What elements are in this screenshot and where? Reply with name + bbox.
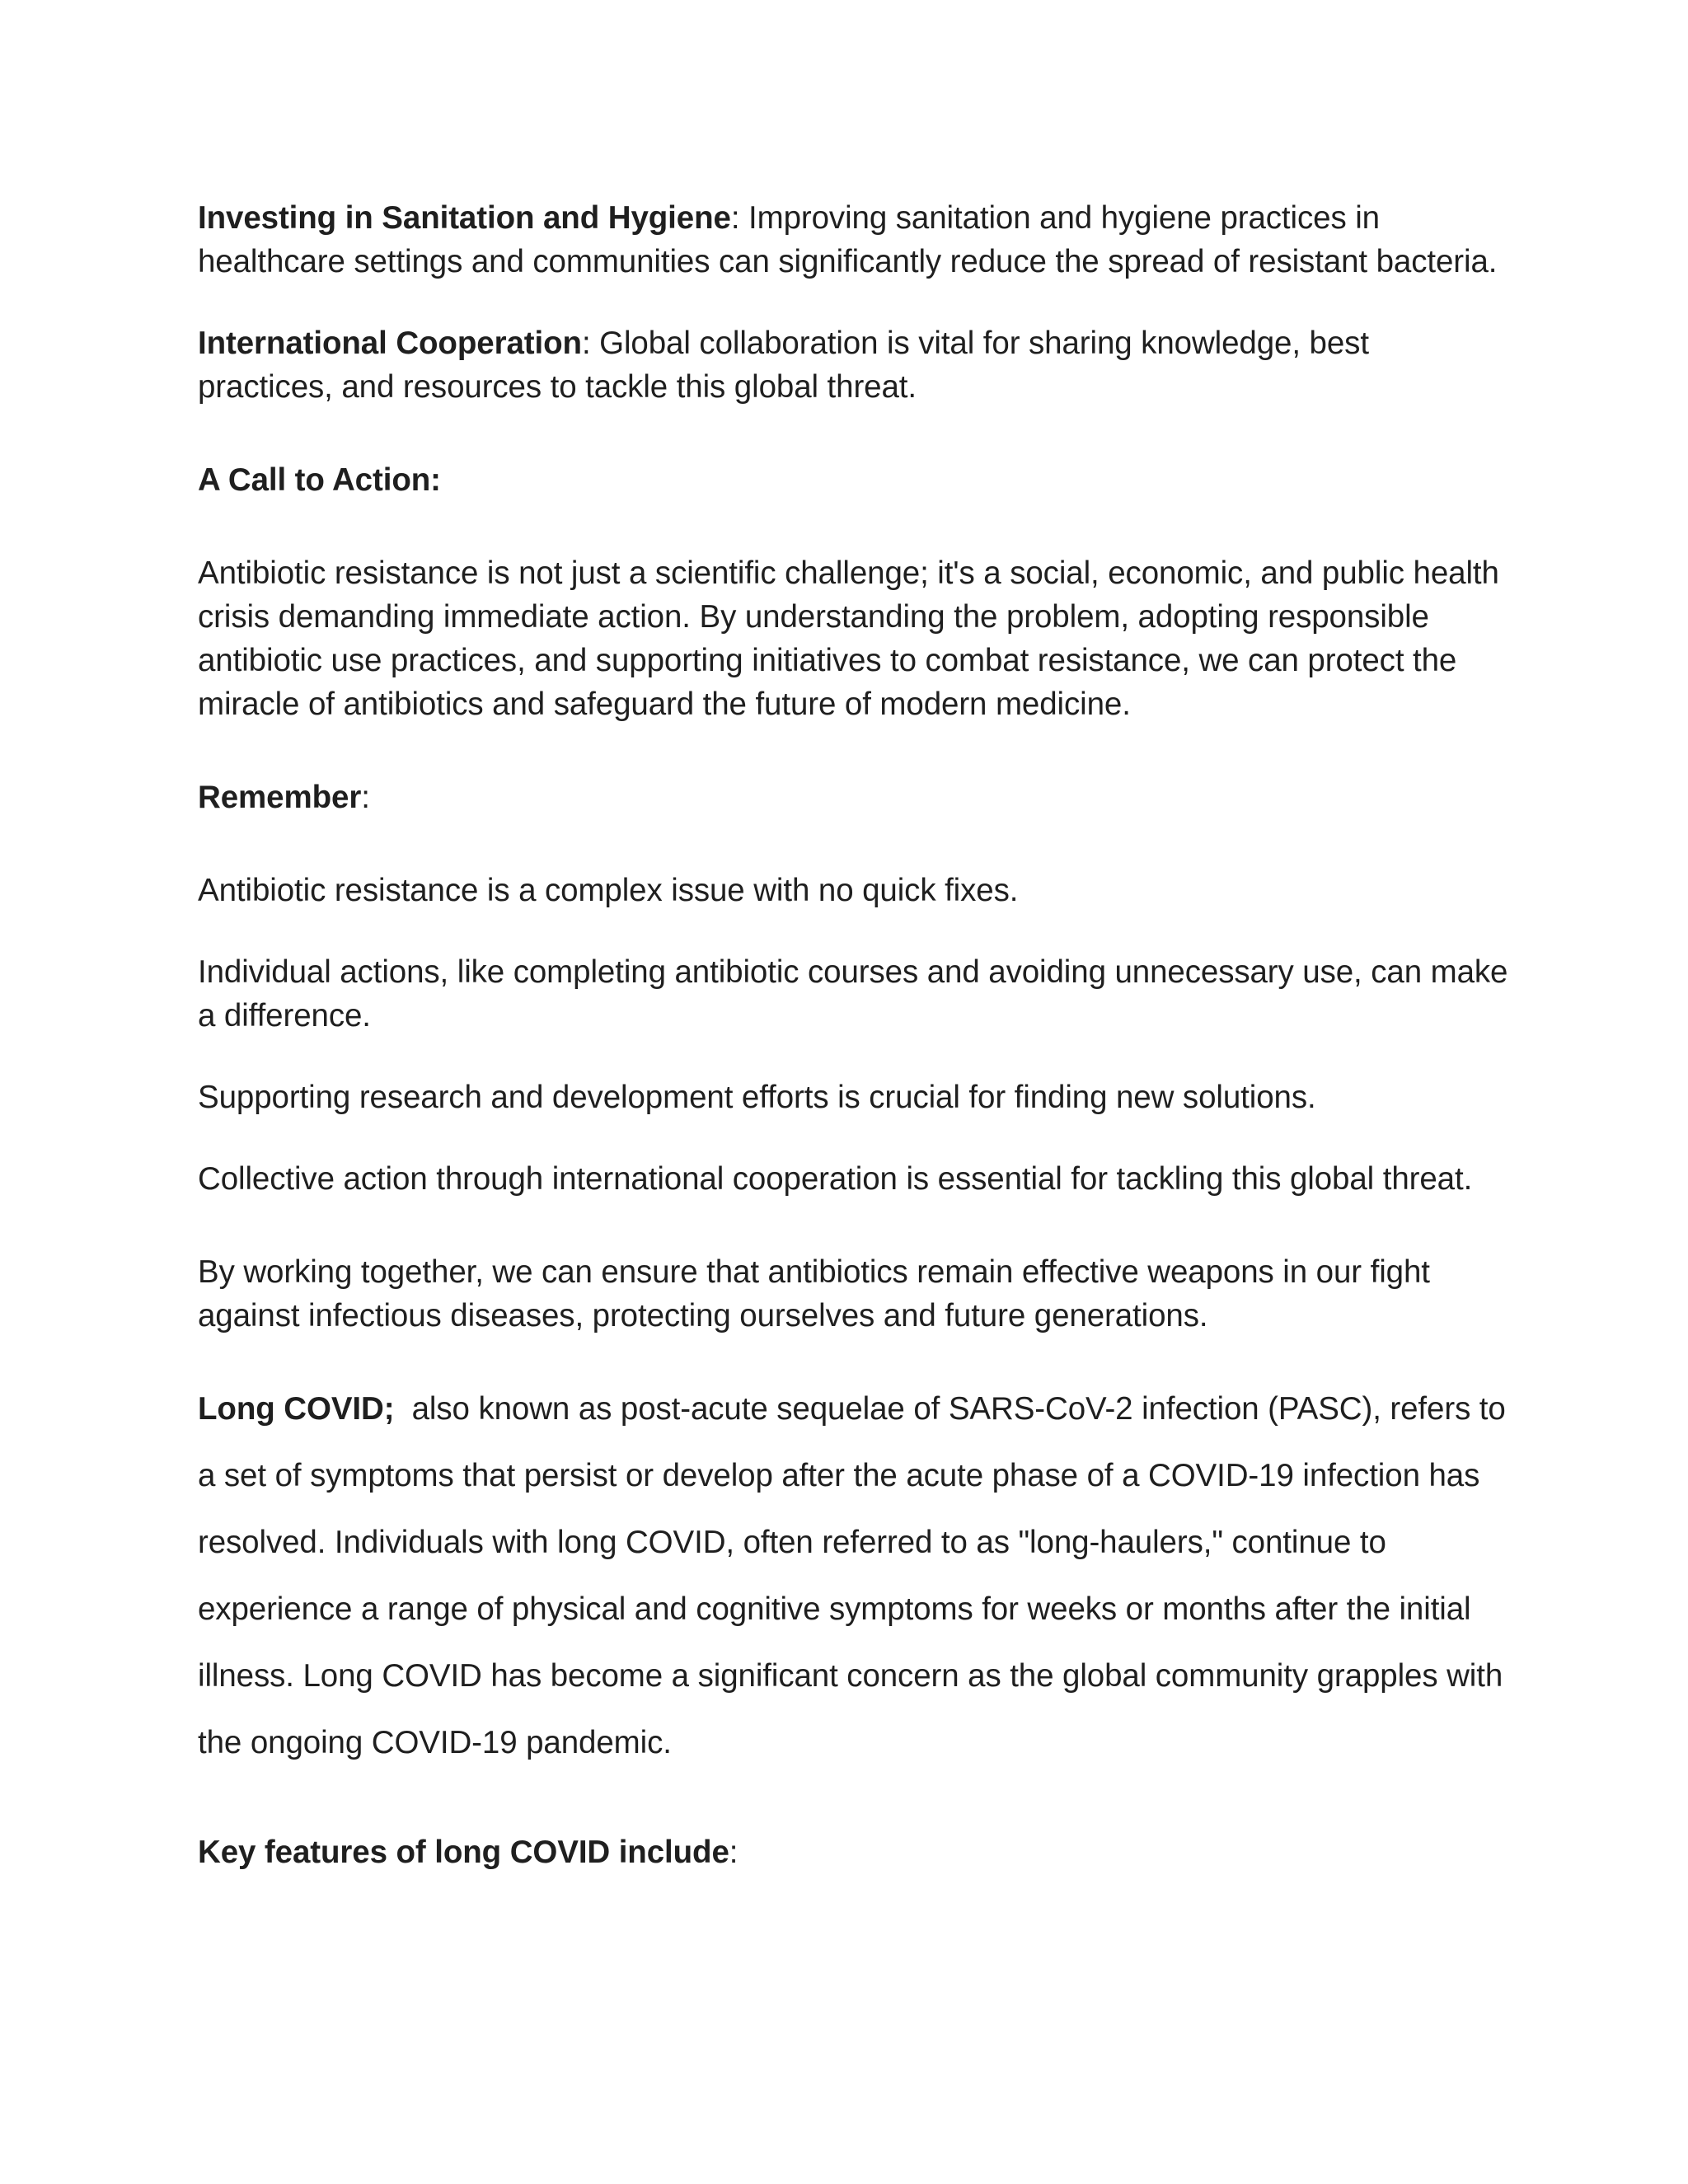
remember-point: Collective action through international cooperation is essential for tackling this global threat.	[198, 1161, 1473, 1197]
remember-point: Individual actions, like completing antibiotic courses and avoiding unnecessary use, can make a difference.	[198, 954, 1508, 1033]
heading-remember	[198, 776, 1508, 819]
remember-colon: :	[361, 780, 370, 815]
term-remember: Remember	[198, 780, 362, 815]
paragraph-together: By working together, we can ensure that antibiotics remain effective weapons in our fight against infectious diseases, protecting ourselves and future generations.	[198, 1254, 1430, 1333]
text-sanitation: : Improving sanitation and hygiene practices in healthcare settings and communities can significantly reduce the spread of resistant bacteria.	[198, 200, 1498, 279]
heading-key-features	[198, 1830, 1508, 1874]
key-features-colon: :	[729, 1835, 738, 1870]
term-cooperation: International Cooperation	[198, 326, 582, 361]
term-sanitation: Investing in Sanitation and Hygiene	[198, 200, 731, 236]
remember-point: Antibiotic resistance is a complex issue with no quick fixes.	[198, 873, 1019, 908]
paragraph-sanitation	[198, 196, 1508, 284]
paragraph-long-covid	[198, 1376, 1515, 1776]
paragraph-call-to-action: Antibiotic resistance is not just a scientific challenge; it's a social, economic, and public health crisis demanding immediate action. By understanding the problem, adopting responsible antibiotic use practices, and supporting initiatives to combat resistance, we can protect the miracle of antibiotics and safeguard the future of modern medicine.	[198, 555, 1499, 722]
term-key-features: Key features of long COVID include	[198, 1835, 729, 1870]
heading-call-to-action: A Call to Action:	[198, 462, 441, 498]
paragraph-cooperation	[198, 321, 1508, 409]
remember-point: Supporting research and development efforts is crucial for finding new solutions.	[198, 1080, 1316, 1115]
term-long-covid: Long COVID;	[198, 1391, 395, 1427]
document-body	[198, 196, 1515, 1874]
text-long-covid: also known as post-acute sequelae of SARS-CoV-2 infection (PASC), refers to a set of symptoms that persist or develop after the acute phase of a COVID-19 infection has resolved. Individuals with long COVID, often referred to as "long-haulers," continue to experience a range of physical and cognitive symptoms for weeks or months after the initial illness. Long COVID has become a significant concern as the global community grapples with the ongoing COVID-19 pandemic.	[198, 1391, 1515, 1760]
text-cooperation: : Global collaboration is vital for sharing knowledge, best practices, and resources to tackle this global threat.	[198, 326, 1369, 405]
